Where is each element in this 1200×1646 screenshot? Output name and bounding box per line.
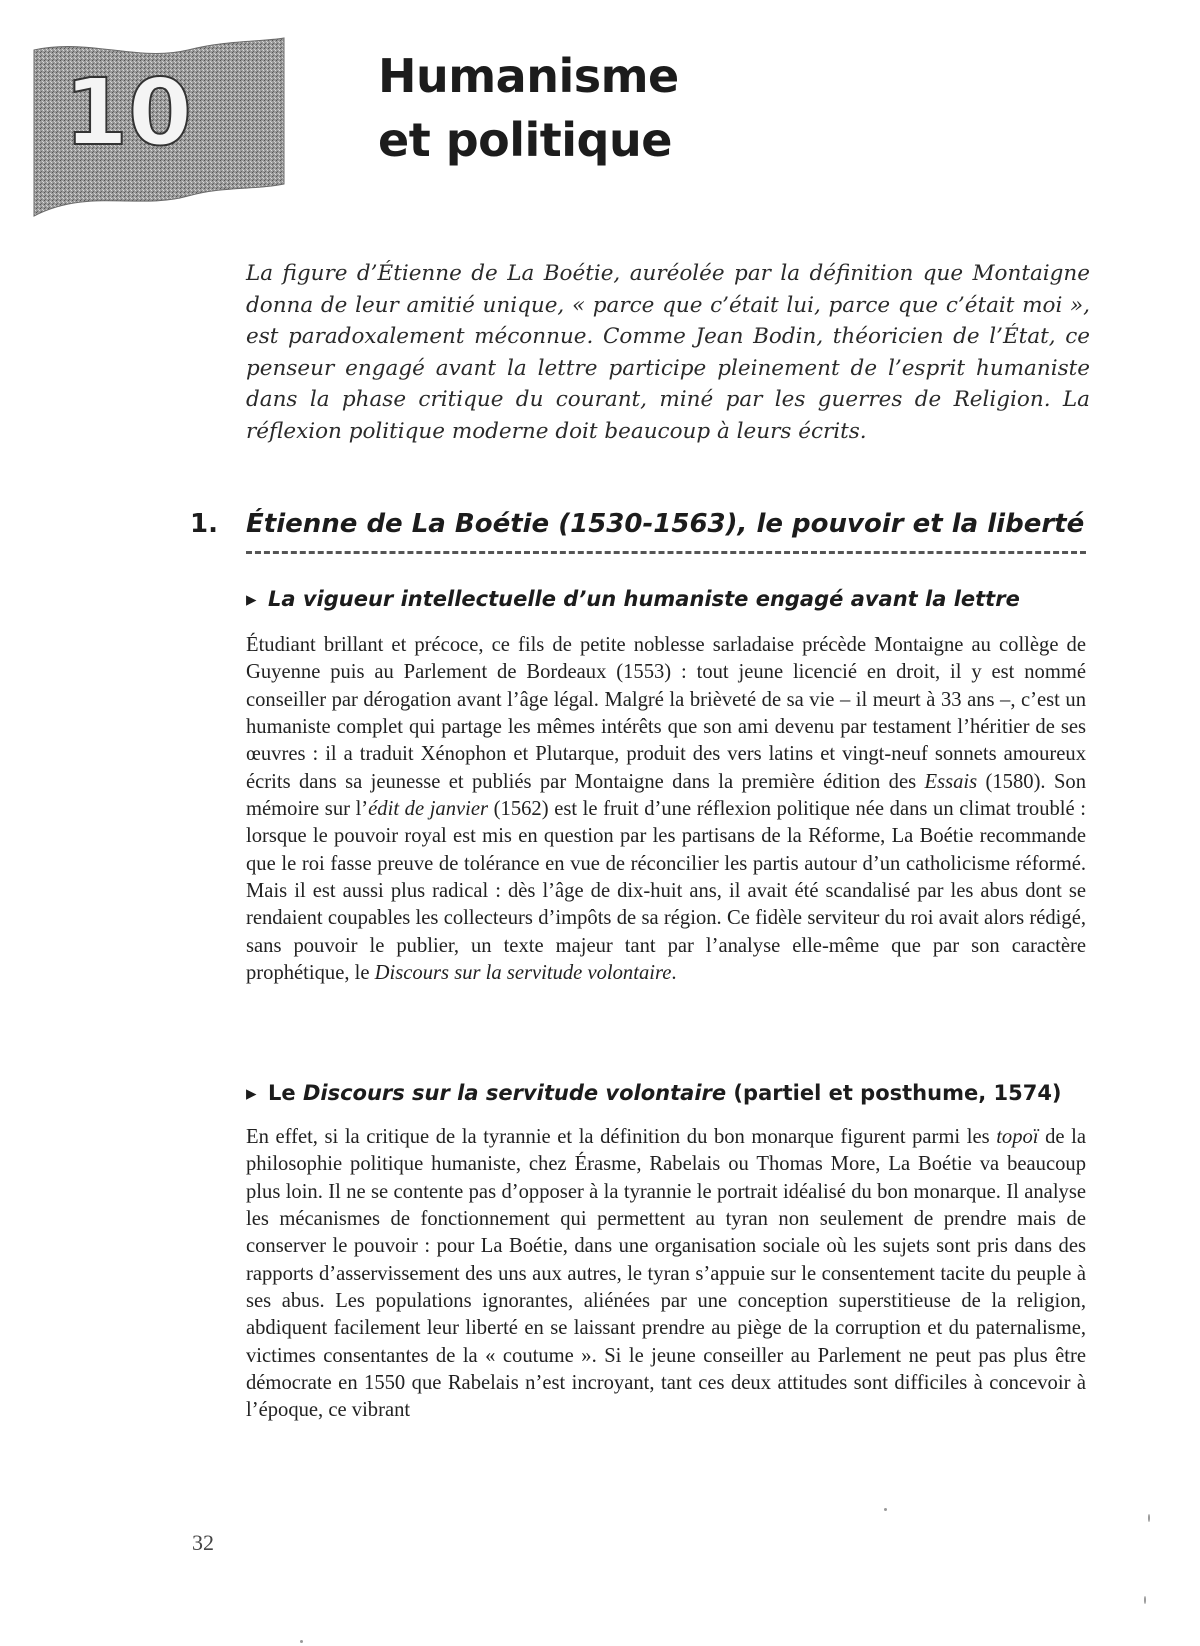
section-heading: [190, 506, 1090, 542]
term: topoï: [996, 1126, 1039, 1148]
subheading-2-work-title: Discours sur la servitude volontaire: [302, 1081, 727, 1105]
body-paragraph-2: [246, 1124, 1086, 1425]
scan-speck: [884, 1508, 887, 1511]
chapter-title-line1: Humanisme: [378, 49, 679, 103]
body-paragraph-1: [246, 632, 1086, 987]
paragraph-text: .: [671, 962, 677, 985]
section-divider: [246, 551, 1086, 554]
work-title: édit de janvier: [368, 798, 489, 821]
page-number: 32: [192, 1530, 214, 1555]
scan-speck: [300, 1640, 303, 1643]
chapter-number: 10: [63, 59, 193, 166]
section-title: Étienne de La Boétie (1530-1563), le pouvoir et la liberté: [246, 509, 1085, 539]
work-title: Essais: [924, 770, 978, 793]
intro-paragraph: La figure d’Étienne de La Boétie, auréolée par la définition que Montaigne donna de leur amitié unique, « parce que c’était lui, parce que c’était moi », est paradoxalement méconnue. Comme Jean Bodin, théoricien de l’État, ce penseur engagé avant la lettre participe pleinement de l’esprit humaniste dans la phase critique du courant, miné par les guerres de Religion. La réflexion politique moderne doit beaucoup à leurs écrits.: [246, 261, 1090, 444]
chapter-title: [378, 44, 679, 172]
flag-icon: [28, 36, 290, 232]
subheading-1: [246, 584, 1020, 614]
subheading-2: [246, 1078, 1062, 1108]
arrow-bullet-icon: ▸: [246, 1081, 257, 1105]
section-number: 1.: [190, 509, 218, 539]
paragraph-text: de la philosophie politique humaniste, chez Érasme, Rabelais ou Thomas More, La Boétie va beaucoup plus loin. Il ne se contente pas d’opposer à la tyrannie le portrait idéalisé du bon monarque. Il analyse les mécanismes de fonctionnement qui permettent au tyran non seulement de prendre mais de conserver le pouvoir : pour La Boétie, dans une organisation sociale où les sujets sont pris dans des rapports d’asservissement des uns aux autres, le tyran s’appuie sur le consentement tacite du peuple à ses abus. Les populations ignorantes, aliénées par une conception superstitieuse de la religion, abdiquent facilement leur liberté en se laissant prendre au piège de la corruption et du paternalisme, victimes consentantes de la « coutume ». Si le jeune conseiller au Parlement ne peut pas plus être démocrate en 1550 que Rabelais n’est incroyant, tant ces deux attitudes sont difficiles à concevoir à l’époque, ce vibrant: [246, 1126, 1086, 1422]
paragraph-text: En effet, si la critique de la tyrannie et la définition du bon monarque figurent parmi les: [246, 1126, 997, 1148]
paragraph-text: Étudiant brillant et précoce, ce fils de petite noblesse sarladaise précède Montaigne au collège de Guyenne puis au Parlement de Bordeaux (1553) : tout jeune licencié en droit, il y est nommé conseiller par dérogation avant l’âge légal. Malgré la brièveté de sa vie – il meurt à 33 ans –, c’est un humaniste complet qui partage les mêmes intérêts que son ami devenu par testament l’héritier de ses œuvres : il a traduit Xénophon et Plutarque, produit des vers latins et vingt-neuf sonnets amoureux écrits dans sa jeunesse et publiés par Montaigne dans la première édition des: [246, 634, 1086, 793]
work-title: Discours sur la servitude volontaire: [374, 962, 672, 985]
arrow-bullet-icon: ▸: [246, 587, 257, 611]
scan-speck: [1144, 1596, 1146, 1604]
subheading-2-suffix: (partiel et posthume, 1574): [726, 1081, 1062, 1105]
subheading-2-prefix: Le: [268, 1081, 303, 1105]
paragraph-text: (1562) est le fruit d’une réflexion politique née dans un climat troublé : lorsque le pouvoir royal est mis en question par les partisans de la Réforme, La Boétie recommande que le roi fasse preuve de tolérance en vue de réconcilier les partis autour d’un catholicisme réformé. Mais il est aussi plus radical : dès l’âge de dix-huit ans, il avait été scandalisé par les abus dont se rendaient coupables les collecteurs d’impôts de sa région. Ce fidèle serviteur du roi avait alors rédigé, sans pouvoir le publier, un texte majeur tant par l’analyse elle-même que par son caractère prophétique, le: [246, 798, 1086, 985]
paragraph-text: (1580). Son mémoire sur l’: [246, 770, 1086, 821]
chapter-title-line2: et politique: [378, 113, 672, 167]
subheading-1-title: La vigueur intellectuelle d’un humaniste engagé avant la lettre: [268, 587, 1020, 611]
chapter-number-flag: [28, 36, 290, 232]
scan-speck: [1148, 1514, 1150, 1522]
